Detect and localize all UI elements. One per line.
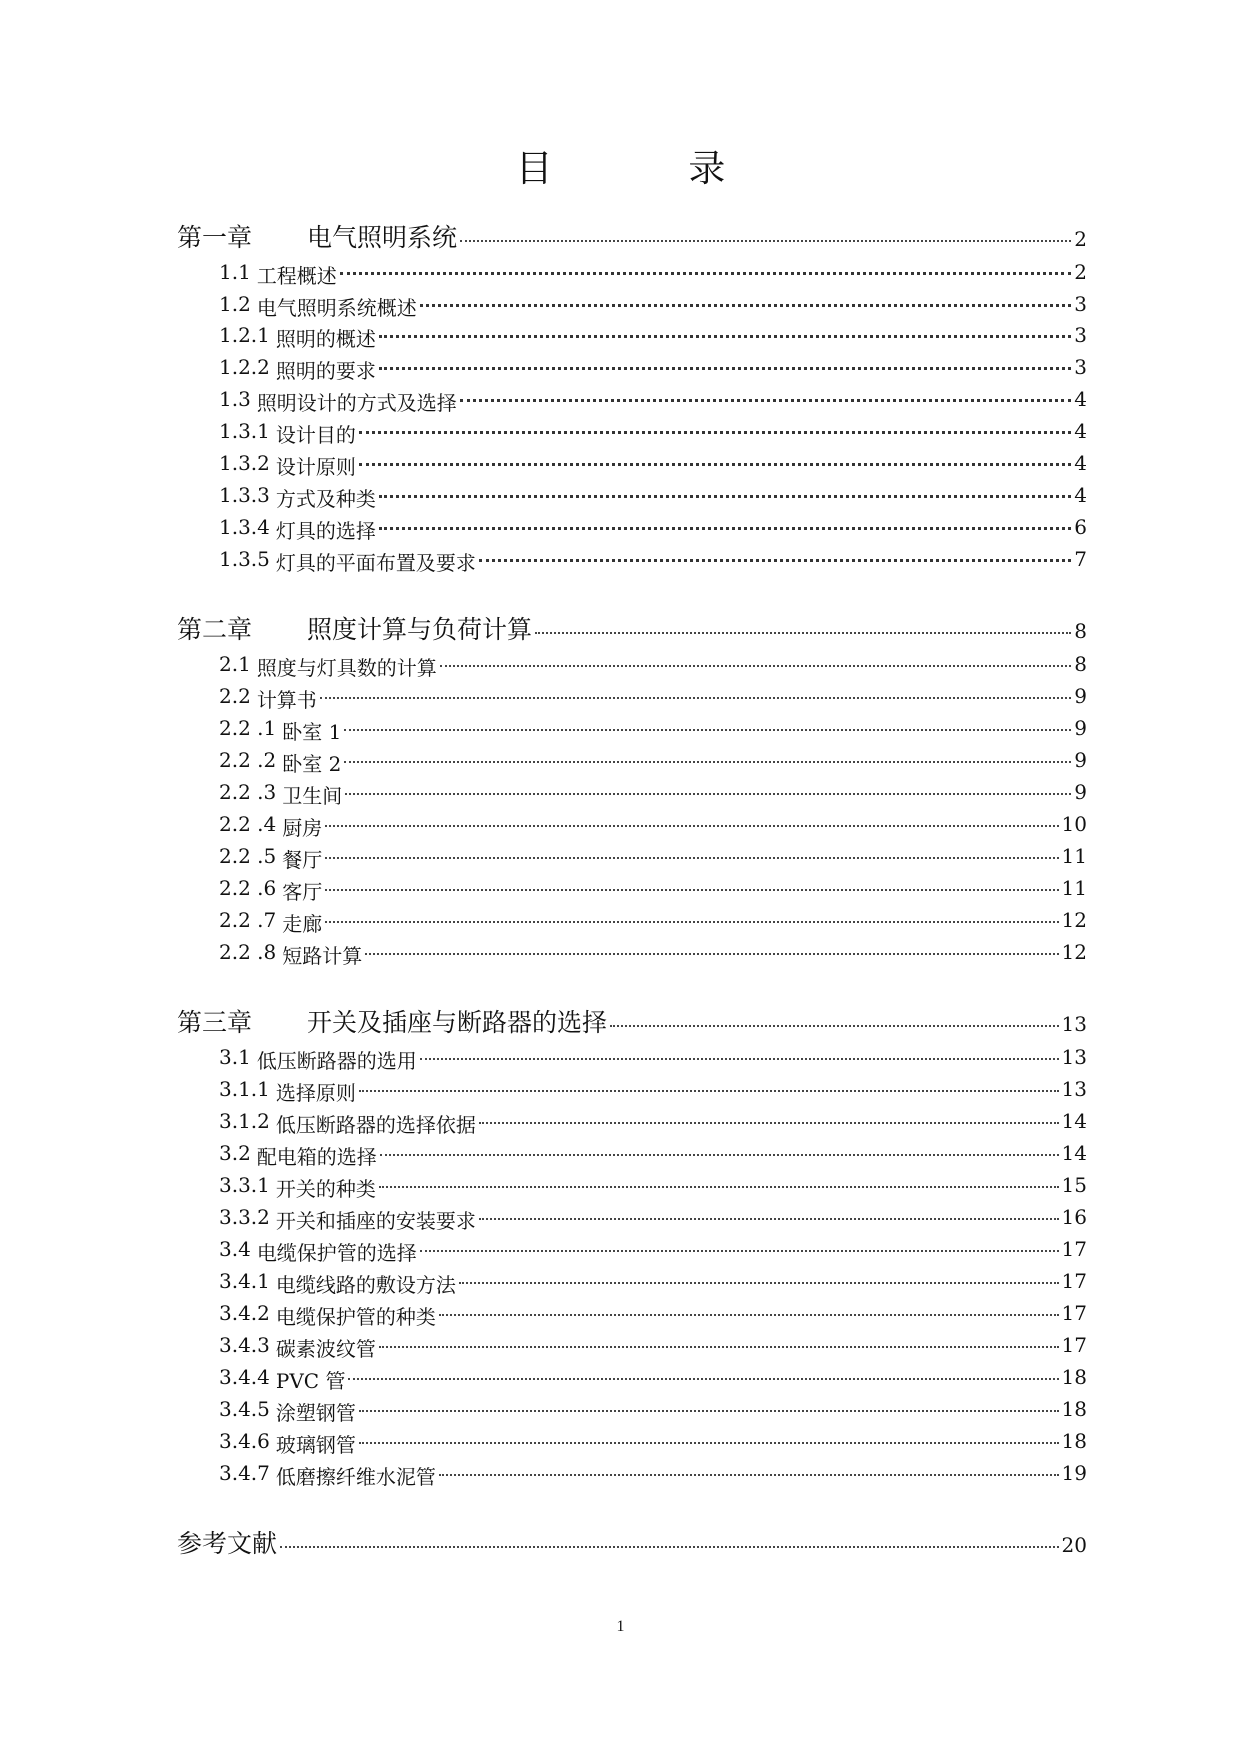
toc-section-entry[interactable] <box>219 483 1087 514</box>
toc-entry-number: 2.1 <box>219 652 251 676</box>
toc-entry-number: 3.3.2 <box>219 1205 270 1229</box>
toc-entry-text: 客厅 <box>282 880 323 904</box>
table-of-contents <box>177 0 1087 1754</box>
dot-leader <box>344 760 1071 763</box>
toc-section-entry[interactable] <box>219 748 1087 779</box>
toc-entry-text: 卧室 1 <box>282 720 342 744</box>
toc-page-number: 18 <box>1061 1365 1087 1389</box>
toc-entry-number: 1.3.2 <box>219 451 270 475</box>
toc-page-number: 9 <box>1074 780 1087 804</box>
toc-entry-number: 3.4.5 <box>219 1397 270 1421</box>
toc-entry-label <box>219 1397 356 1426</box>
toc-entry-text: 照明设计的方式及选择 <box>256 391 457 415</box>
toc-entry-label <box>177 218 457 254</box>
toc-entry-number: 3.4.4 <box>219 1365 270 1389</box>
dot-leader <box>359 430 1071 434</box>
toc-page-number: 6 <box>1074 515 1087 539</box>
toc-page-number: 15 <box>1061 1173 1087 1197</box>
toc-page-number: 17 <box>1061 1237 1087 1261</box>
dot-leader <box>345 792 1071 795</box>
dot-leader <box>340 271 1071 275</box>
toc-entry-label <box>219 940 362 969</box>
toc-entry-text: 厨房 <box>282 816 323 840</box>
toc-entry-number: 1.1 <box>219 260 251 284</box>
toc-entry-number: 1.2 <box>219 292 251 316</box>
toc-entry-text: 涂塑钢管 <box>275 1401 356 1425</box>
toc-entry-number: 1.3 <box>219 387 251 411</box>
dot-leader <box>320 696 1071 699</box>
toc-entry-label <box>219 716 341 745</box>
toc-entry-label <box>219 908 322 937</box>
toc-entry-number: 2.2 .3 <box>219 780 277 804</box>
toc-entry-number: 第一章 <box>177 223 253 252</box>
toc-entry-label <box>219 419 356 448</box>
toc-entry-label <box>177 610 532 646</box>
dot-leader <box>365 952 1058 955</box>
dot-leader <box>325 888 1058 891</box>
toc-section-entry[interactable] <box>219 323 1087 354</box>
dot-leader <box>280 1545 1059 1548</box>
toc-entry-number: 3.1 <box>219 1045 251 1069</box>
dot-leader <box>479 1121 1059 1124</box>
toc-entry-number: 3.4 <box>219 1237 251 1261</box>
toc-entry-text: 灯具的平面布置及要求 <box>275 551 476 575</box>
toc-entry-text: 工程概述 <box>256 264 337 288</box>
toc-title: 目 录 <box>515 147 788 190</box>
dot-leader <box>379 334 1071 338</box>
toc-entry-text: 开关的种类 <box>275 1177 376 1201</box>
toc-page-number: 9 <box>1074 684 1087 708</box>
dot-leader <box>420 303 1071 307</box>
toc-entry-label <box>219 387 457 416</box>
toc-entry-number: 3.4.1 <box>219 1269 270 1293</box>
toc-entry-text: 设计原则 <box>275 455 356 479</box>
toc-page-number: 16 <box>1061 1205 1087 1229</box>
toc-entry-number: 2.2 .8 <box>219 940 277 964</box>
toc-page-number: 20 <box>1061 1533 1087 1557</box>
toc-entry-label <box>177 1524 277 1560</box>
toc-entry-text: 照度计算与负荷计算 <box>307 615 533 644</box>
dot-leader <box>420 1057 1059 1060</box>
toc-section-entry[interactable] <box>219 451 1087 482</box>
toc-entry-number: 1.3.4 <box>219 515 270 539</box>
toc-page-number: 11 <box>1061 876 1087 900</box>
toc-entry-text: 开关及插座与断路器的选择 <box>307 1008 608 1037</box>
dot-leader <box>325 920 1058 923</box>
toc-page-number: 17 <box>1061 1269 1087 1293</box>
toc-entry-text: 计算书 <box>256 688 317 712</box>
dot-leader <box>459 1281 1059 1284</box>
toc-entry-label <box>219 780 342 809</box>
dot-leader <box>359 1441 1059 1444</box>
toc-chapter-entry[interactable] <box>177 610 1087 650</box>
dot-leader <box>439 1313 1059 1316</box>
toc-chapter-entry[interactable] <box>177 1524 1087 1564</box>
dot-leader <box>359 1409 1059 1412</box>
toc-entry-label <box>219 1365 345 1394</box>
dot-leader <box>359 462 1071 466</box>
toc-entry-label <box>219 812 322 841</box>
toc-section-entry[interactable] <box>219 515 1087 546</box>
toc-entry-text: 短路计算 <box>282 944 363 968</box>
toc-section-entry[interactable] <box>219 812 1087 843</box>
toc-entry-text: 电缆保护管的种类 <box>275 1305 436 1329</box>
toc-entry-text: 卫生间 <box>282 784 343 808</box>
toc-entry-number: 1.3.1 <box>219 419 270 443</box>
toc-page-number: 3 <box>1074 292 1087 316</box>
toc-entry-text: 方式及种类 <box>275 487 376 511</box>
dot-leader <box>359 1089 1059 1092</box>
toc-page-number: 8 <box>1074 652 1087 676</box>
dot-leader <box>379 494 1071 498</box>
dot-leader <box>380 1153 1059 1156</box>
toc-entry-text: 电缆线路的敷设方法 <box>275 1273 456 1297</box>
toc-entry-text: 卧室 2 <box>282 752 342 776</box>
toc-entry-number: 3.4.7 <box>219 1461 270 1485</box>
toc-section-entry[interactable] <box>219 387 1087 418</box>
toc-page-number: 2 <box>1074 260 1087 284</box>
toc-section-entry[interactable] <box>219 844 1087 875</box>
toc-entry-text: 参考文献 <box>177 1529 278 1558</box>
toc-page-number: 11 <box>1061 844 1087 868</box>
toc-section-entry[interactable] <box>219 419 1087 450</box>
dot-leader <box>460 398 1071 402</box>
toc-page-number: 12 <box>1061 940 1087 964</box>
toc-section-entry[interactable] <box>219 1429 1087 1460</box>
dot-leader <box>460 239 1071 242</box>
toc-page-number: 7 <box>1074 547 1087 571</box>
dot-leader <box>535 631 1071 634</box>
toc-entry-text: 设计目的 <box>275 423 356 447</box>
toc-entry-label <box>219 1077 356 1106</box>
toc-entry-number: 3.4.2 <box>219 1301 270 1325</box>
toc-entry-number: 2.2 .4 <box>219 812 277 836</box>
toc-entry-number: 3.1.1 <box>219 1077 270 1101</box>
toc-entry-label <box>219 547 476 576</box>
toc-entry-label <box>219 684 317 713</box>
toc-entry-label <box>219 1333 376 1362</box>
toc-chapter-entry[interactable] <box>177 1003 1087 1043</box>
dot-leader <box>348 1377 1058 1380</box>
toc-chapter-entry[interactable] <box>177 218 1087 258</box>
toc-section-entry[interactable] <box>219 1077 1087 1108</box>
toc-page-number: 9 <box>1074 748 1087 772</box>
toc-section-entry[interactable] <box>219 1269 1087 1300</box>
dot-leader <box>344 728 1071 731</box>
dot-leader <box>379 526 1071 530</box>
toc-entry-label <box>177 1003 607 1039</box>
toc-entry-number: 1.3.5 <box>219 547 270 571</box>
toc-section-entry[interactable] <box>219 652 1087 683</box>
toc-section-entry[interactable] <box>219 1141 1087 1172</box>
toc-page-number: 13 <box>1061 1077 1087 1101</box>
toc-section-entry[interactable] <box>219 684 1087 715</box>
toc-section-entry[interactable] <box>219 1461 1087 1492</box>
toc-entry-text: 开关和插座的安装要求 <box>275 1209 476 1233</box>
dot-leader <box>325 856 1058 859</box>
toc-page-number: 9 <box>1074 716 1087 740</box>
toc-section-entry[interactable] <box>219 260 1087 291</box>
toc-section-entry[interactable] <box>219 1045 1087 1076</box>
toc-entry-text: 低磨擦纤维水泥管 <box>275 1465 436 1489</box>
toc-section-entry[interactable] <box>219 1109 1087 1140</box>
toc-page-number: 4 <box>1074 419 1087 443</box>
toc-section-entry[interactable] <box>219 355 1087 386</box>
toc-page-number: 17 <box>1061 1301 1087 1325</box>
toc-entry-number: 3.1.2 <box>219 1109 270 1133</box>
toc-section-entry[interactable] <box>219 876 1087 907</box>
dot-leader <box>439 1473 1059 1476</box>
toc-page-number: 4 <box>1074 387 1087 411</box>
toc-entry-number: 1.2.1 <box>219 323 270 347</box>
toc-entry-text: 走廊 <box>282 912 323 936</box>
toc-page-number: 13 <box>1061 1012 1087 1036</box>
toc-entry-label <box>219 652 437 681</box>
toc-entry-label <box>219 323 376 352</box>
toc-section-entry[interactable] <box>219 547 1087 578</box>
dot-leader <box>379 366 1071 370</box>
toc-page-number: 19 <box>1061 1461 1087 1485</box>
dot-leader <box>479 558 1071 562</box>
toc-page-number: 17 <box>1061 1333 1087 1357</box>
toc-page-number: 4 <box>1074 451 1087 475</box>
toc-entry-text: 电气照明系统概述 <box>256 296 417 320</box>
toc-entry-label <box>219 355 376 384</box>
toc-entry-label <box>219 292 417 321</box>
toc-entry-number: 1.3.3 <box>219 483 270 507</box>
toc-page-number: 2 <box>1074 227 1087 251</box>
toc-entry-number: 2.2 .5 <box>219 844 277 868</box>
toc-entry-number: 3.3.1 <box>219 1173 270 1197</box>
toc-entry-number: 3.4.6 <box>219 1429 270 1453</box>
toc-entry-text: 选择原则 <box>275 1081 356 1105</box>
dot-leader <box>325 824 1058 827</box>
toc-entry-text: 低压断路器的选用 <box>256 1049 417 1073</box>
toc-entry-text: 灯具的选择 <box>275 519 376 543</box>
toc-entry-label <box>219 260 337 289</box>
toc-page-number: 14 <box>1061 1109 1087 1133</box>
toc-entry-label <box>219 844 322 873</box>
dot-leader <box>420 1249 1059 1252</box>
toc-entry-label <box>219 515 376 544</box>
dot-leader <box>610 1024 1059 1027</box>
toc-entry-number: 2.2 .2 <box>219 748 277 772</box>
toc-entry-label <box>219 1205 476 1234</box>
toc-entry-text: 电气照明系统 <box>307 223 458 252</box>
toc-entry-label <box>219 748 341 777</box>
toc-entry-label <box>219 451 356 480</box>
toc-entry-text: PVC 管 <box>275 1369 346 1393</box>
toc-entry-number: 2.2 .1 <box>219 716 277 740</box>
toc-section-entry[interactable] <box>219 1365 1087 1396</box>
toc-section-entry[interactable] <box>219 1301 1087 1332</box>
toc-section-entry[interactable] <box>219 1237 1087 1268</box>
toc-entry-text: 照度与灯具数的计算 <box>256 656 437 680</box>
toc-entry-text: 玻璃钢管 <box>275 1433 356 1457</box>
toc-entry-text: 电缆保护管的选择 <box>256 1241 417 1265</box>
toc-entry-number: 2.2 .7 <box>219 908 277 932</box>
toc-entry-number: 2.2 .6 <box>219 876 277 900</box>
toc-entry-number: 3.4.3 <box>219 1333 270 1357</box>
toc-entry-text: 碳素波纹管 <box>275 1337 376 1361</box>
toc-entry-label <box>219 483 376 512</box>
toc-entry-text: 餐厅 <box>282 848 323 872</box>
toc-section-entry[interactable] <box>219 716 1087 747</box>
toc-section-entry[interactable] <box>219 1397 1087 1428</box>
toc-entry-text: 照明的要求 <box>275 359 376 383</box>
toc-page-number: 10 <box>1061 812 1087 836</box>
toc-section-entry[interactable] <box>219 292 1087 323</box>
toc-page-number: 4 <box>1074 483 1087 507</box>
toc-entry-label <box>219 1461 436 1490</box>
toc-entry-label <box>219 1045 417 1074</box>
toc-page-number: 18 <box>1061 1397 1087 1421</box>
toc-entry-number: 第三章 <box>177 1008 253 1037</box>
toc-entry-label <box>219 1173 376 1202</box>
toc-entry-number: 2.2 <box>219 684 251 708</box>
dot-leader <box>379 1185 1059 1188</box>
toc-entry-number: 3.2 <box>219 1141 251 1165</box>
toc-section-entry[interactable] <box>219 780 1087 811</box>
toc-section-entry[interactable] <box>219 1205 1087 1236</box>
toc-page-number: 8 <box>1074 619 1087 643</box>
toc-page-number: 18 <box>1061 1429 1087 1453</box>
toc-entry-text: 照明的概述 <box>275 327 376 351</box>
toc-entry-label <box>219 1269 456 1298</box>
toc-section-entry[interactable] <box>219 940 1087 971</box>
toc-entry-label <box>219 1429 356 1458</box>
toc-entry-label <box>219 876 322 905</box>
toc-page-number: 14 <box>1061 1141 1087 1165</box>
toc-page-number: 13 <box>1061 1045 1087 1069</box>
toc-section-entry[interactable] <box>219 1173 1087 1204</box>
toc-entry-text: 低压断路器的选择依据 <box>275 1113 476 1137</box>
toc-section-entry[interactable] <box>219 908 1087 939</box>
toc-page-number: 3 <box>1074 323 1087 347</box>
toc-page-number: 3 <box>1074 355 1087 379</box>
toc-entry-label <box>219 1301 436 1330</box>
dot-leader <box>479 1217 1059 1220</box>
toc-page-number: 12 <box>1061 908 1087 932</box>
toc-entry-number: 第二章 <box>177 615 253 644</box>
page-number: 1 <box>616 1618 625 1635</box>
dot-leader <box>379 1345 1059 1348</box>
dot-leader <box>440 664 1071 667</box>
toc-entry-label <box>219 1237 417 1266</box>
toc-entry-label <box>219 1109 476 1138</box>
toc-entry-label <box>219 1141 377 1170</box>
toc-section-entry[interactable] <box>219 1333 1087 1364</box>
toc-entry-number: 1.2.2 <box>219 355 270 379</box>
toc-entry-text: 配电箱的选择 <box>256 1145 377 1169</box>
